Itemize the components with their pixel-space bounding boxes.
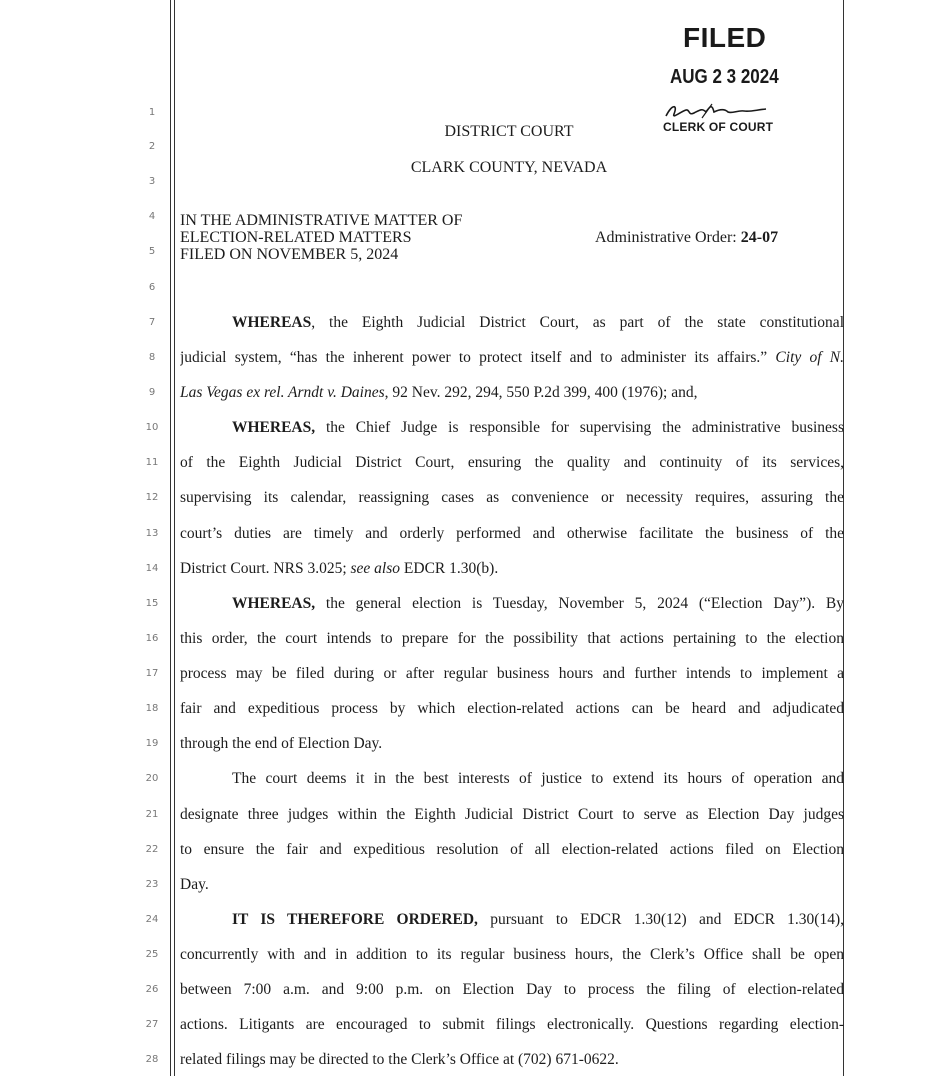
body-line: to ensure the fair and expeditious resolution of all election-related actions filed on Election bbox=[180, 841, 844, 858]
line-number: 16 bbox=[145, 633, 159, 644]
line-number: 3 bbox=[148, 176, 156, 187]
bold-term: IT IS THEREFORE ORDERED, bbox=[232, 911, 478, 928]
court-county: CLARK COUNTY, NEVADA bbox=[410, 159, 608, 176]
body-line: The court deems it in the best interests of justice to extend its hours of operation and bbox=[232, 770, 844, 787]
line-number: 20 bbox=[145, 773, 159, 784]
body-line bbox=[180, 595, 844, 615]
filed-stamp-clerk: CLERK OF COURT bbox=[663, 120, 774, 134]
case-citation: City of N. bbox=[775, 349, 844, 366]
body-line bbox=[180, 419, 844, 439]
line-number: 18 bbox=[145, 703, 159, 714]
text-span: judicial system, “has the inherent power to protect itself and to administer its affairs.” bbox=[180, 349, 776, 366]
text-span: the Chief Judge is responsible for supervising the administrative business bbox=[315, 419, 844, 436]
line-number: 23 bbox=[145, 879, 159, 890]
case-caption bbox=[180, 212, 462, 263]
text-span: EDCR 1.30(b). bbox=[400, 560, 499, 577]
body-line: court’s duties are timely and orderly performed and otherwise facilitate the business of the bbox=[180, 525, 844, 542]
signal-italic: see also bbox=[350, 560, 401, 577]
line-number: 10 bbox=[145, 422, 159, 433]
line-number: 14 bbox=[145, 563, 159, 574]
left-margin-rule bbox=[170, 0, 171, 1076]
text-span: , the Eighth Judicial District Court, as part of the state constitutional bbox=[311, 314, 844, 331]
line-number: 24 bbox=[145, 914, 159, 925]
order-number: 24-07 bbox=[740, 229, 779, 246]
line-number: 26 bbox=[145, 984, 159, 995]
body-line: supervising its calendar, reassigning cases as convenience or necessity requires, assuring the bbox=[180, 489, 844, 506]
bold-term: WHEREAS, bbox=[232, 419, 316, 436]
line-number: 4 bbox=[148, 211, 156, 222]
line-number: 8 bbox=[148, 352, 156, 363]
caption-line: ELECTION-RELATED MATTERS bbox=[180, 229, 412, 246]
body-line: this order, the court intends to prepare for the possibility that actions pertaining to the election bbox=[180, 630, 844, 647]
line-number: 15 bbox=[145, 598, 159, 609]
court-name: DISTRICT COURT bbox=[444, 123, 574, 140]
text-span: pursuant to EDCR 1.30(12) and EDCR 1.30(14), bbox=[477, 911, 844, 928]
text-span: District Court. NRS 3.025; bbox=[180, 560, 351, 577]
body-line: fair and expeditious process by which election-related actions can be heard and adjudicated bbox=[180, 700, 844, 717]
body-line: between 7:00 a.m. and 9:00 p.m. on Election Day to process the filing of election-related bbox=[180, 981, 844, 998]
administrative-order-number bbox=[595, 229, 778, 247]
caption-line: IN THE ADMINISTRATIVE MATTER OF bbox=[180, 212, 463, 229]
body-line bbox=[180, 911, 844, 931]
line-number: 5 bbox=[148, 246, 156, 257]
line-number: 28 bbox=[145, 1054, 159, 1065]
line-number: 17 bbox=[145, 668, 159, 679]
filed-stamp-title: FILED bbox=[683, 22, 767, 53]
body-line bbox=[180, 314, 844, 334]
body-line: Day. bbox=[180, 876, 209, 893]
order-label: Administrative Order: bbox=[595, 229, 741, 246]
body-line bbox=[180, 560, 844, 578]
bold-term: WHEREAS bbox=[232, 314, 312, 331]
line-number: 9 bbox=[148, 387, 156, 398]
line-number: 22 bbox=[145, 844, 159, 855]
caption-line: FILED ON NOVEMBER 5, 2024 bbox=[180, 246, 399, 263]
clerk-signature bbox=[662, 100, 772, 122]
line-number: 2 bbox=[148, 141, 156, 152]
line-number: 27 bbox=[145, 1019, 159, 1030]
body-line bbox=[180, 384, 844, 402]
case-citation: Las Vegas ex rel. Arndt v. Daines bbox=[180, 384, 385, 401]
line-number: 6 bbox=[148, 282, 156, 293]
bold-term: WHEREAS, bbox=[232, 595, 316, 612]
body-line: related filings may be directed to the Clerk’s Office at (702) 671-0622. bbox=[180, 1051, 619, 1068]
line-number: 11 bbox=[145, 457, 159, 468]
body-line: designate three judges within the Eighth Judicial District Court to serve as Election Day judges bbox=[180, 806, 844, 823]
line-number: 25 bbox=[145, 949, 159, 960]
filed-stamp-date: AUG 2 3 2024 bbox=[670, 66, 779, 88]
body-line: actions. Litigants are encouraged to submit filings electronically. Questions regarding election- bbox=[180, 1016, 844, 1033]
line-number: 1 bbox=[148, 107, 156, 118]
body-line: concurrently with and in addition to its regular business hours, the Clerk’s Office shall be open bbox=[180, 946, 844, 963]
body-line: of the Eighth Judicial District Court, ensuring the quality and continuity of its services, bbox=[180, 454, 844, 471]
body-line bbox=[180, 349, 844, 369]
body-line: process may be filed during or after regular business hours and further intends to implement a bbox=[180, 665, 844, 682]
line-number: 7 bbox=[148, 317, 156, 328]
text-span: the general election is Tuesday, November 5, 2024 (“Election Day”). By bbox=[315, 595, 844, 612]
text-span: , 92 Nev. 292, 294, 550 P.2d 399, 400 (1976); and, bbox=[384, 384, 698, 401]
line-number: 13 bbox=[145, 528, 159, 539]
line-number: 19 bbox=[145, 738, 159, 749]
line-number: 21 bbox=[145, 809, 159, 820]
line-number: 12 bbox=[145, 492, 159, 503]
body-line: through the end of Election Day. bbox=[180, 735, 383, 752]
